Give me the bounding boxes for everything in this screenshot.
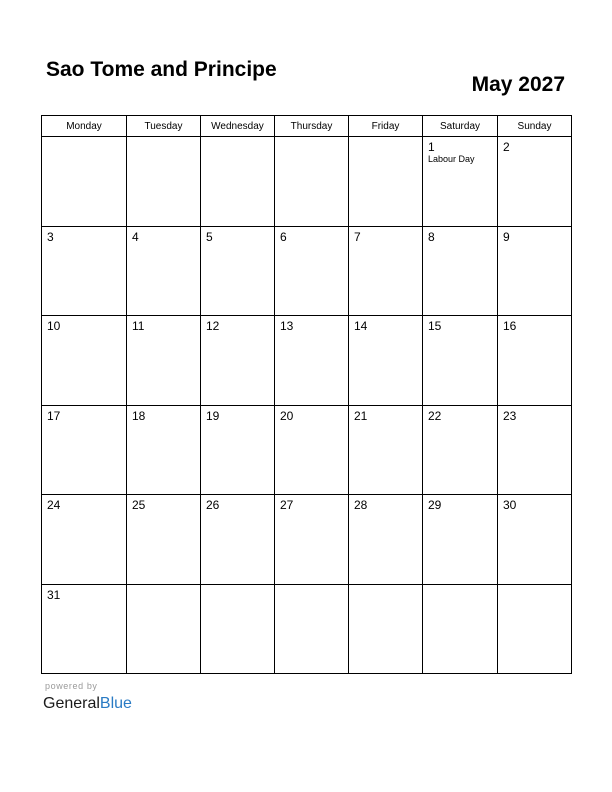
day-number: 12: [206, 319, 220, 333]
day-number: 25: [132, 498, 146, 512]
weekday-friday: Friday: [349, 116, 423, 137]
day-cell: [349, 226, 423, 316]
weekday-sunday: Sunday: [498, 116, 572, 137]
holiday-label: Labour Day: [428, 154, 475, 164]
day-number: 31: [47, 587, 61, 602]
day-number: 7: [354, 229, 361, 244]
day-number: 14: [354, 319, 368, 333]
day-cell: [498, 405, 572, 495]
day-number: 16: [503, 319, 517, 333]
day-cell: [498, 584, 572, 674]
brand-general-text: General: [43, 695, 100, 712]
day-cell: [349, 137, 423, 227]
day-number: [127, 585, 200, 588]
day-number: [275, 137, 348, 140]
day-cell: [201, 137, 275, 227]
day-number: 13: [280, 319, 294, 333]
day-number: [127, 137, 200, 140]
weekday-saturday: Saturday: [423, 116, 498, 137]
day-cell: [127, 316, 201, 406]
week-row: [42, 137, 572, 227]
week-row: [42, 226, 572, 316]
day-cell: [423, 226, 498, 316]
day-cell: [498, 226, 572, 316]
day-number: 5: [206, 229, 213, 244]
day-number: 29: [428, 498, 442, 512]
day-number: 3: [47, 229, 54, 244]
day-cell: [275, 405, 349, 495]
brand-blue-text: Blue: [99, 695, 132, 712]
day-cell: [498, 137, 572, 227]
day-cell: [201, 405, 275, 495]
day-cell: [127, 226, 201, 316]
day-cell: [42, 226, 127, 316]
day-number: [349, 585, 422, 588]
day-number: 8: [428, 229, 435, 244]
weekday-monday: Monday: [42, 116, 127, 137]
weekday-tuesday: Tuesday: [127, 116, 201, 137]
day-number: [349, 137, 422, 140]
day-number: [275, 585, 348, 588]
day-number: [201, 585, 274, 588]
day-cell: [349, 316, 423, 406]
week-row: [42, 405, 572, 495]
day-cell: [127, 137, 201, 227]
day-cell: [127, 495, 201, 585]
day-cell: [423, 137, 498, 227]
powered-by-label: powered by: [45, 681, 98, 691]
weekday-thursday: Thursday: [275, 116, 349, 137]
day-cell: [127, 584, 201, 674]
day-number: 27: [280, 498, 294, 512]
day-cell: [42, 584, 127, 674]
day-number: 4: [132, 229, 139, 244]
day-number: 21: [354, 408, 368, 423]
day-number: 9: [503, 229, 510, 244]
day-number: 15: [428, 319, 442, 333]
day-cell: [201, 226, 275, 316]
day-number: 28: [354, 498, 368, 512]
day-cell: [349, 495, 423, 585]
day-number: 24: [47, 498, 61, 512]
day-cell: [498, 316, 572, 406]
month-title: May 2027: [471, 73, 565, 96]
day-number: [423, 585, 497, 588]
day-number: 17: [47, 408, 61, 423]
day-number: 1: [428, 140, 435, 154]
week-row: [42, 584, 572, 674]
day-cell: [201, 316, 275, 406]
day-number: [498, 585, 571, 588]
country-title: Sao Tome and Principe: [46, 58, 277, 81]
day-cell: [349, 584, 423, 674]
day-cell: [201, 495, 275, 585]
day-cell: [42, 405, 127, 495]
day-cell: [423, 584, 498, 674]
day-cell: [275, 495, 349, 585]
day-cell: [423, 405, 498, 495]
day-number: 26: [206, 498, 220, 512]
day-number: [42, 137, 126, 140]
day-cell: [275, 137, 349, 227]
day-number: 6: [280, 229, 287, 244]
calendar-grid: [41, 115, 572, 674]
day-number: 20: [280, 408, 294, 423]
day-cell: [498, 495, 572, 585]
weekday-header-row: [42, 116, 572, 137]
generalblue-logo: [43, 694, 132, 714]
day-cell: [349, 405, 423, 495]
week-row: [42, 495, 572, 585]
day-number: 11: [132, 319, 145, 333]
day-cell: [127, 405, 201, 495]
weekday-wednesday: Wednesday: [201, 116, 275, 137]
day-cell: [42, 137, 127, 227]
footer-branding: [43, 681, 132, 714]
day-cell: [275, 226, 349, 316]
day-cell: [201, 584, 275, 674]
day-cell: [275, 584, 349, 674]
day-cell: [423, 316, 498, 406]
day-number: 22: [428, 408, 442, 423]
day-cell: [42, 316, 127, 406]
day-number: 30: [503, 498, 517, 512]
day-number: 19: [206, 408, 220, 423]
day-number: 18: [132, 408, 146, 423]
day-number: 2: [503, 140, 510, 154]
day-cell: [423, 495, 498, 585]
day-cell: [275, 316, 349, 406]
week-row: [42, 316, 572, 406]
day-cell: [42, 495, 127, 585]
day-number: 23: [503, 408, 517, 423]
day-number: 10: [47, 319, 61, 333]
day-number: [201, 137, 274, 140]
